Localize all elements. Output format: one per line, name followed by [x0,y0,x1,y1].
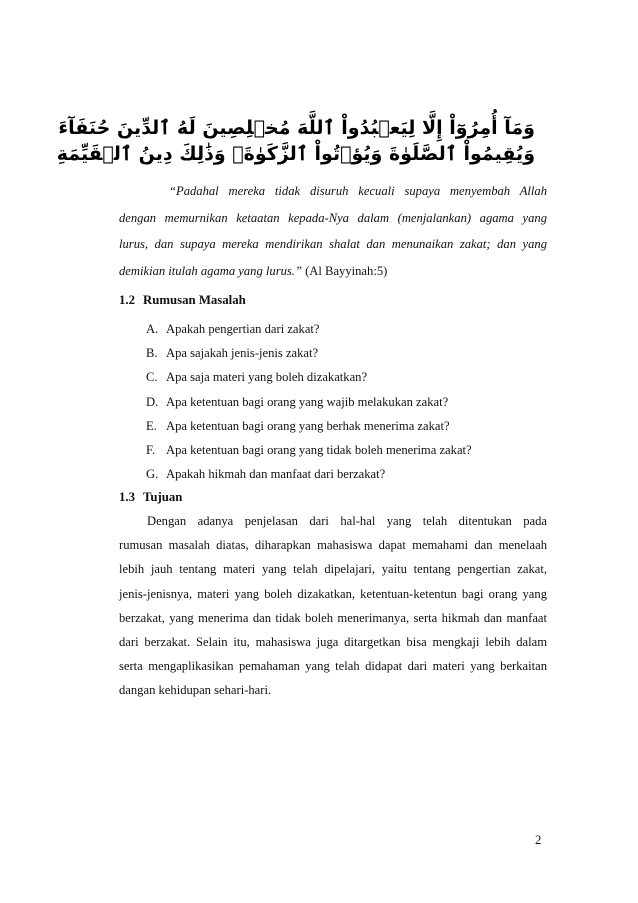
list-item-text: Apa ketentuan bagi orang yang wajib melakukan zakat? [166,394,449,409]
list-item [146,317,472,341]
section-number: 1.3 [119,490,135,504]
list-item-text: Apa saja materi yang boleh dizakatkan? [166,370,368,385]
section-number: 1.2 [119,293,135,307]
paragraph-line: serta mengaplikasikan pemahaman yang telah didapat dari materi yang berkaitan [119,659,547,674]
list-item [146,462,472,486]
list-letter: F. [146,442,156,457]
paragraph-line: jenis-jenisnya, materi yang boleh dizakatkan, ketentuan-ketentun bagi orang yang [119,586,547,601]
section-title: Rumusan Masalah [143,293,246,307]
list-item [146,438,472,462]
translation-line: lurus, dan supaya mereka mendirikan shalat dan menunaikan zakat; dan yang [119,237,547,252]
list-item-text: Apa sajakah jenis-jenis zakat? [166,346,319,361]
list-item [146,365,472,389]
list-letter: A. [146,322,159,336]
paragraph-line: dari berzakat. Selain itu, mahasiswa juga ditargetkan bisa mengkaji lebih dalam [119,635,547,650]
page-number: 2 [535,833,542,847]
arabic-verse-line-2: وَيُقِيمُواْ ٱلصَّلَوٰةَ وَيُؤۡتُواْ ٱلزَّكَوٰةَۚ وَذَٰلِكَ دِينُ ٱلۡقَيِّمَةِ [56,143,535,165]
translation-line: dengan memurnikan ketaatan kepada-Nya dalam (menjalankan) agama yang [119,210,547,225]
paragraph-line: lebih jauh tentang materi yang telah dipelajari, yaitu tentang pengertian zakat, [119,562,547,577]
verse-source: (Al Bayyinah:5) [301,264,388,279]
list-item-text: Apakah hikmah dan manfaat dari berzakat? [166,467,386,482]
section-title: Tujuan [143,490,183,504]
list-item [146,414,472,438]
list-letter: E. [146,418,157,433]
quran-verse-arabic [56,115,535,167]
list-item-text: Apa ketentuan bagi orang yang berhak menerima zakat? [166,418,450,433]
section-heading-tujuan [119,490,182,505]
section-heading-rumusan-masalah [119,293,246,308]
list-item-text: Apakah pengertian dari zakat? [166,322,320,336]
verse-translation [119,178,547,285]
paragraph-line: berzakat, yang menerima dan tidak boleh menerimanya, serta hikmah dan manfaat [119,610,547,625]
paragraph-line: dangan kehidupan sehari-hari. [119,683,272,698]
list-letter: D. [146,394,159,409]
paragraph-line: Dengan adanya penjelasan dari hal-hal yang telah ditentukan pada [147,514,547,528]
list-item [146,390,472,414]
list-item-text: Apa ketentuan bagi orang yang tidak boleh menerima zakat? [166,442,472,457]
list-letter: G. [146,467,159,482]
translation-line-last [119,258,547,285]
paragraph-line: rumusan masalah diatas, diharapkan mahasiswa dapat memahami dan menelaah [119,538,547,553]
arabic-verse-line-1: وَمَآ أُمِرُوٓاْ إِلَّا لِيَعۡبُدُواْ ٱللَّهَ مُخۡلِصِينَ لَهُ ٱلدِّينَ حُنَفَآءَ [58,117,535,139]
list-letter: C. [146,370,158,385]
translation-line: “Padahal mereka tidak disuruh kecuali supaya menyembah Allah [169,184,547,198]
list-item [146,341,472,365]
translation-line: demikian itulah agama yang lurus.” [119,264,302,279]
list-letter: B. [146,346,158,361]
tujuan-paragraph [119,509,547,703]
problem-list [146,317,472,486]
